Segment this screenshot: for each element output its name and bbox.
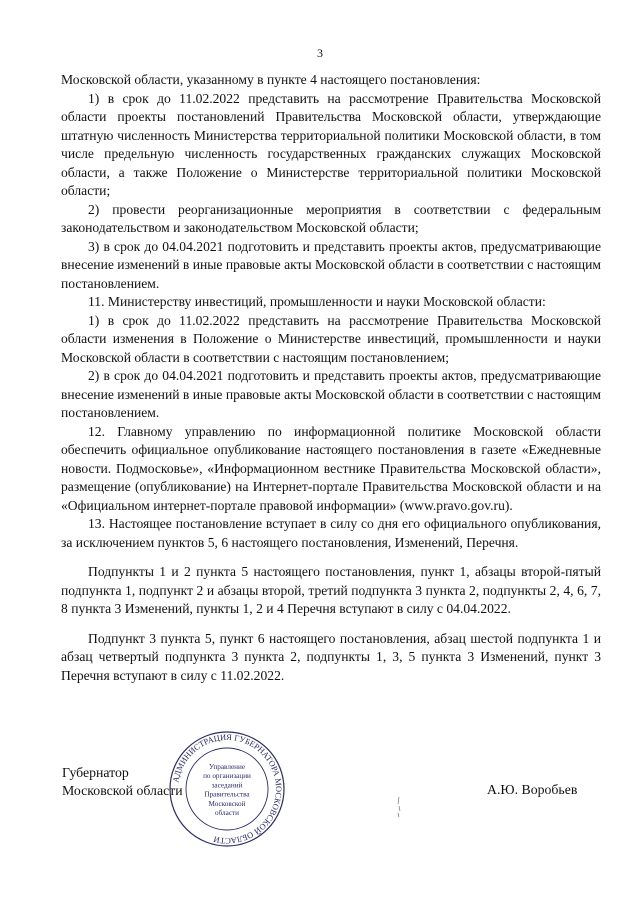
- signature-position-line1: Губернатор: [62, 765, 129, 780]
- seal-inner-line: области: [214, 809, 240, 817]
- official-seal: [167, 729, 287, 849]
- document-paragraph: 2) в срок до 04.04.2021 подготовить и представить проекты актов, предусматривающие внесение изменений в иные правовые акты Московской области в соответствии с настоящим постановлением.: [61, 368, 601, 420]
- seal-ring-text: АДМИНИСТРАЦИЯ ГУБЕРНАТОРА МОСКОВСКОЙ ОБЛАСТИ: [171, 732, 284, 846]
- document-paragraph: Подпункты 1 и 2 пункта 5 настоящего постановления, пункт 1, абзацы второй-пятый подпункта 1, подпункт 2 и абзацы второй, третий подпункта 3 пункта 2, подпункты 2, 4, 6, 7, 8 пункта 3 Изменений, пункты 1, 2 и 4 Перечня вступают в силу с 04.04.2022.: [61, 564, 601, 616]
- seal-inner-line: Правительства: [204, 790, 250, 799]
- seal-inner-line: заседаний: [211, 781, 243, 790]
- document-paragraph: 11. Министерству инвестиций, промышленности и науки Московской области:: [88, 294, 546, 309]
- document-paragraph: 1) в срок до 11.02.2022 представить на рассмотрение Правительства Московской области изменения в Положение о Министерстве инвестиций, промышленности и науки Московской области в соответствии с настоящим постановлением;: [61, 312, 601, 365]
- document-paragraph: Подпункт 3 пункта 5, пункт 6 настоящего постановления, абзац шестой подпункта 1 и абзац четвертый подпункта 3 пункта 2, подпункты 1, 3, 5 пункта 3 Изменений, пункт 3 Перечня вступают в силу с 11.02.2022.: [61, 630, 601, 683]
- seal-inner-text: [203, 763, 251, 817]
- seal-inner-line: Московской: [208, 799, 246, 808]
- signature-position: [62, 764, 183, 800]
- document-paragraph: 2) провести реорганизационные мероприятия в соответствии с федеральным законодательством и законодательством Московской области;: [61, 201, 601, 235]
- seal-inner-line: Управление: [208, 763, 246, 771]
- signatory-name: А.Ю. Воробьев: [487, 782, 578, 797]
- document-paragraph: 12. Главному управлению по информационной политике Московской области обеспечить официальное опубликование настоящего постановления в газете «Ежедневные новости. Подмосковье», «Информационном вестнике Правительства Московской области», размещение (опубликование) на Интернет-портале Правительства Московской области и на «Официальном интернет-портале правовой информации» (www.pravo.gov.ru).: [61, 423, 601, 513]
- pen-mark: [395, 796, 403, 818]
- seal-inner-line: по организации: [203, 772, 251, 781]
- document-paragraph: 3) в срок до 04.04.2021 подготовить и представить проекты актов, предусматривающие внесение изменений в иные правовые акты Московской области в соответствии с настоящим постановлением.: [61, 238, 601, 291]
- document-paragraph: 1) в срок до 11.02.2022 представить на рассмотрение Правительства Московской области проекты постановлений Правительства Московской области, утверждающие штатную численность Министерства территориальной политики Московской области, в том числе предельную численность государственных гражданских служащих Московской области, а также Положение о Министерстве территориальной политики Московской области;: [61, 90, 601, 198]
- page-number: 3: [317, 46, 323, 60]
- document-body: [61, 71, 601, 685]
- document-paragraph: 13. Настоящее постановление вступает в силу со дня его официального опубликования, за исключением пунктов 5, 6 настоящего постановления, Изменений, Перечня.: [61, 516, 601, 550]
- document-paragraph: Московской области, указанному в пункте 4 настоящего постановления:: [61, 72, 481, 87]
- signature-position-line2: Московской области: [62, 783, 183, 798]
